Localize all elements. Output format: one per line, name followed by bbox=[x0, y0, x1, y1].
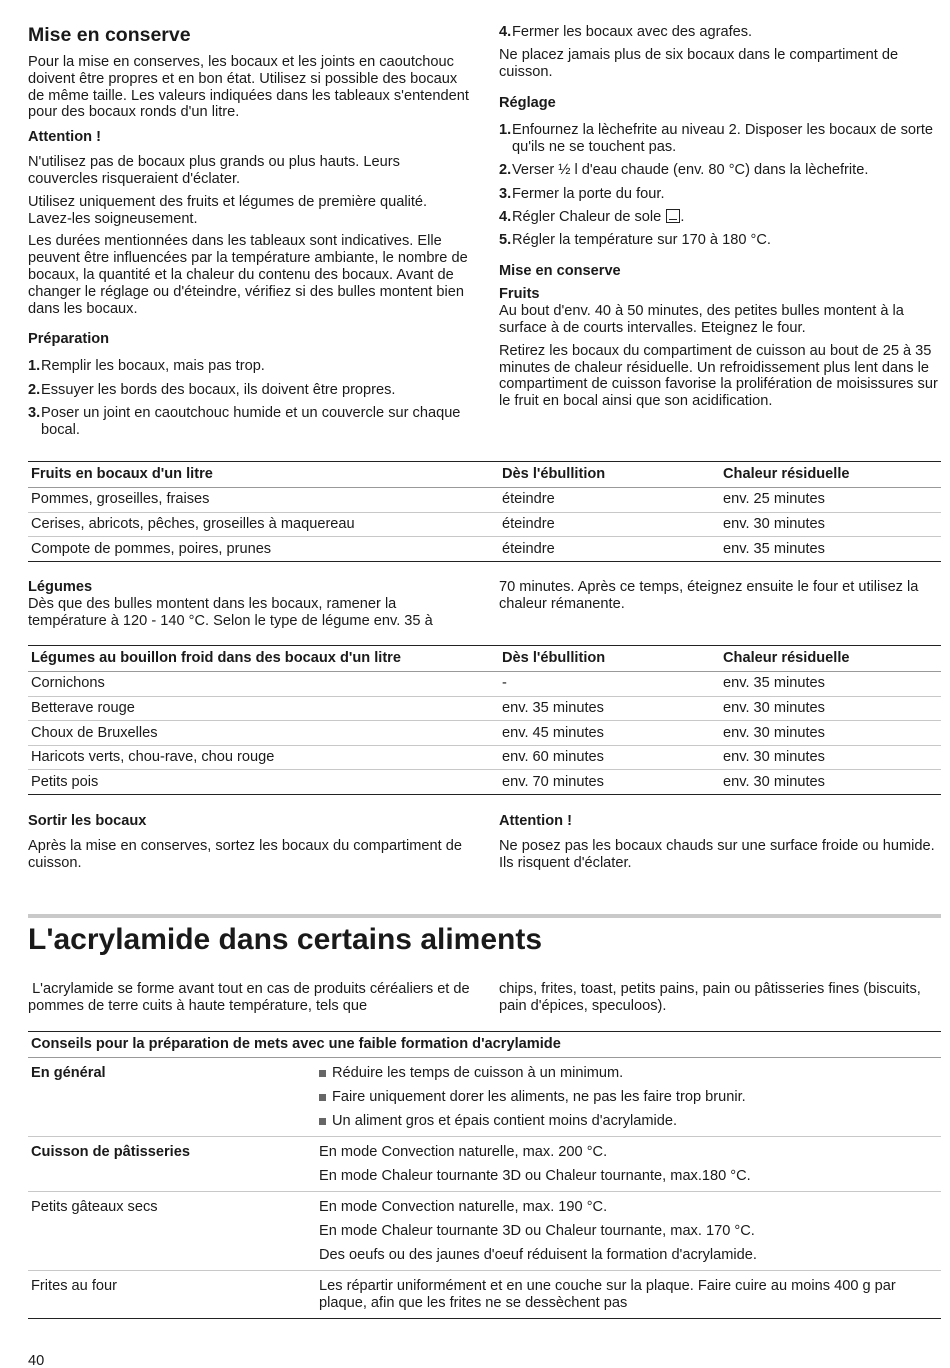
list-item bbox=[319, 1085, 938, 1109]
preparation-heading: Préparation bbox=[28, 331, 110, 348]
table-cell: env. 35 minutes bbox=[499, 696, 720, 721]
acrylamide-title: L'acrylamide dans certains aliments bbox=[28, 923, 543, 956]
table-row bbox=[28, 537, 941, 562]
table-header-cell: Chaleur résiduelle bbox=[720, 646, 941, 672]
durations-paragraph: Les durées mentionnées dans les tableaux sont indicatives. Elle peuvent être influencées par la température ambiante, le nombre de bocaux, la quantité et la chaleur du contenu des bocaux. Avant de changer le réglage ou d'éteindre, vérifiez si des bulles montent bien dans les bocaux. bbox=[28, 233, 468, 317]
step-number: 5. bbox=[499, 232, 512, 249]
acrylamide-intro-right: chips, frites, toast, petits pains, pain ou pâtisseries fines (biscuits, pain d'épices, speculoos). bbox=[499, 981, 921, 1014]
table-cell: env. 35 minutes bbox=[720, 537, 941, 562]
attention-heading: Attention ! bbox=[28, 129, 101, 146]
prep-step bbox=[28, 358, 473, 375]
left-column bbox=[28, 24, 473, 445]
table-row bbox=[28, 512, 941, 537]
step-number: 3. bbox=[28, 405, 41, 422]
attention-text: N'utilisez pas de bocaux plus grands ou plus hauts. Leurs couvercles risqueraient d'éclater. bbox=[28, 154, 400, 187]
settings-heading: Réglage bbox=[499, 94, 556, 111]
canning-subheading: Mise en conserve bbox=[499, 263, 621, 280]
vegetables-left bbox=[28, 579, 473, 636]
table-cell: Petits pois bbox=[28, 770, 499, 795]
row-content bbox=[316, 1192, 941, 1271]
row-label: Frites au four bbox=[28, 1271, 316, 1319]
table-cell: Pommes, groseilles, fraises bbox=[28, 488, 499, 513]
step-number: 1. bbox=[28, 358, 41, 375]
vegetables-paragraph-left: Dès que des bulles montent dans les bocaux, ramener la température à 120 - 140 °C. Selon le type de légume env. 35 à bbox=[28, 596, 433, 629]
max-jars-note: Ne placez jamais plus de six bocaux dans le compartiment de cuisson. bbox=[499, 47, 899, 81]
table-cell: éteindre bbox=[499, 488, 720, 513]
preparation-steps bbox=[28, 358, 473, 438]
row-label-text: Cuisson de pâtisseries bbox=[31, 1143, 190, 1160]
right-column bbox=[499, 24, 941, 416]
table-row bbox=[28, 1271, 941, 1319]
row-label bbox=[28, 1137, 316, 1192]
section-title-canning: Mise en conserve bbox=[28, 24, 191, 46]
attention-heading-2: Attention ! bbox=[499, 813, 572, 829]
table-cell: env. 70 minutes bbox=[499, 770, 720, 795]
page-number: 40 bbox=[28, 1353, 45, 1368]
fruits-heading: Fruits bbox=[499, 286, 540, 303]
settings-step bbox=[499, 122, 941, 156]
table-cell: Haricots verts, chou-rave, chou rouge bbox=[28, 745, 499, 770]
row-content bbox=[316, 1137, 941, 1192]
step-text: Fermer la porte du four. bbox=[512, 185, 665, 202]
table-cell: Cornichons bbox=[28, 672, 499, 697]
step-text: Verser ½ l d'eau chaude (env. 80 °C) dans la lèchefrite. bbox=[512, 162, 869, 179]
list-item-text: Réduire les temps de cuisson à un minimum. bbox=[332, 1064, 624, 1081]
list-item: En mode Chaleur tournante 3D ou Chaleur tournante, max. 170 °C. bbox=[319, 1222, 755, 1239]
table-cell: env. 25 minutes bbox=[720, 488, 941, 513]
fruit-table bbox=[28, 461, 941, 562]
prep-step bbox=[28, 382, 473, 399]
step-number: 1. bbox=[499, 121, 512, 138]
table-row bbox=[28, 672, 941, 697]
table-row bbox=[28, 488, 941, 513]
settings-step bbox=[499, 186, 941, 203]
vegetables-right bbox=[499, 579, 941, 619]
table-header-row bbox=[28, 1032, 941, 1058]
step-number: 2. bbox=[28, 381, 41, 398]
table-cell: env. 30 minutes bbox=[720, 745, 941, 770]
table-header-cell: Conseils pour la préparation de mets avec une faible formation d'acrylamide bbox=[28, 1032, 941, 1058]
list-item: En mode Chaleur tournante 3D ou Chaleur tournante, max.180 °C. bbox=[319, 1167, 751, 1184]
step-text-after: . bbox=[680, 208, 685, 225]
step-number: 4. bbox=[499, 24, 512, 40]
step-number: 2. bbox=[499, 162, 512, 179]
list-item: En mode Convection naturelle, max. 190 °C. bbox=[319, 1198, 608, 1215]
table-header-cell: Chaleur résiduelle bbox=[720, 462, 941, 488]
row-content bbox=[316, 1058, 941, 1137]
table-header-row bbox=[28, 646, 941, 672]
step-text: Essuyer les bords des bocaux, ils doivent être propres. bbox=[41, 381, 396, 398]
row-label bbox=[28, 1058, 316, 1137]
step-text: Régler la température sur 170 à 180 °C. bbox=[512, 232, 771, 249]
prep-step bbox=[28, 405, 473, 439]
row-label bbox=[28, 1192, 316, 1271]
settings-step bbox=[499, 162, 941, 179]
step-text: Fermer les bocaux avec des agrafes. bbox=[512, 24, 753, 40]
list-item-text: Un aliment gros et épais contient moins d'acrylamide. bbox=[332, 1112, 678, 1129]
canning-intro: Pour la mise en conserves, les bocaux et les joints en caoutchouc doivent être propres et en bon état. Utilisez si possible des bocaux de même taille. Les valeurs indiquées dans les tableaux s'entendent pour des bocaux ronds d'un litre. bbox=[28, 54, 469, 121]
acrylamide-table bbox=[28, 1031, 941, 1319]
settings-step bbox=[499, 232, 941, 249]
attention-text-2: Ne posez pas les bocaux chauds sur une surface froide ou humide. Ils risquent d'éclater. bbox=[499, 838, 935, 871]
list-item-text: Faire uniquement dorer les aliments, ne pas les faire trop brunir. bbox=[332, 1088, 746, 1105]
list-item bbox=[319, 1109, 938, 1133]
quality-paragraph: Utilisez uniquement des fruits et légumes de première qualité. Lavez-les soigneusement. bbox=[28, 193, 428, 227]
table-row bbox=[28, 1192, 941, 1271]
settings-step bbox=[499, 209, 941, 226]
step-text: Enfournez la lèchefrite au niveau 2. Disposer les bocaux de sorte qu'ils ne se touchent pas. bbox=[512, 121, 934, 155]
table-cell: env. 45 minutes bbox=[499, 721, 720, 746]
fruits-paragraph-1: Au bout d'env. 40 à 50 minutes, des petites bulles montent à la surface à de courts intervalles. Eteignez le four. bbox=[499, 303, 904, 336]
vegetable-table bbox=[28, 645, 941, 795]
list-item: En mode Convection naturelle, max. 200 °C. bbox=[319, 1143, 608, 1160]
table-cell: Betterave rouge bbox=[28, 696, 499, 721]
remove-jars-heading: Sortir les bocaux bbox=[28, 813, 147, 829]
list-item bbox=[319, 1061, 938, 1085]
table-row bbox=[28, 745, 941, 770]
table-header-cell: Fruits en bocaux d'un litre bbox=[28, 462, 499, 488]
table-cell: Cerises, abricots, pêches, groseilles à maquereau bbox=[28, 512, 499, 537]
settings-steps bbox=[499, 122, 941, 249]
row-label-text: Petits gâteaux secs bbox=[31, 1198, 158, 1215]
table-header-cell: Dès l'ébullition bbox=[499, 646, 720, 672]
preparation-steps-continued bbox=[499, 24, 941, 41]
table-row bbox=[28, 770, 941, 795]
table-cell: éteindre bbox=[499, 537, 720, 562]
table-header-row bbox=[28, 462, 941, 488]
table-cell: - bbox=[499, 672, 720, 697]
table-cell: env. 30 minutes bbox=[720, 696, 941, 721]
table-cell: env. 30 minutes bbox=[720, 770, 941, 795]
step-text: Remplir les bocaux, mais pas trop. bbox=[41, 358, 265, 375]
remove-jars-text: Après la mise en conserves, sortez les bocaux du compartiment de cuisson. bbox=[28, 838, 462, 871]
table-header-cell: Dès l'ébullition bbox=[499, 462, 720, 488]
step-text: Poser un joint en caoutchouc humide et un couvercle sur chaque bocal. bbox=[41, 405, 461, 438]
table-cell: env. 30 minutes bbox=[720, 721, 941, 746]
fruits-paragraph-2: Retirez les bocaux du compartiment de cuisson au bout de 25 à 35 minutes de chaleur résiduelle. Un refroidissement plus lent dans le compartiment de cuisson favorise la prolifération de moisissures sur le fruit en bocal ainsi que son acidification. bbox=[499, 342, 938, 410]
row-label-text: En général bbox=[31, 1064, 106, 1081]
table-cell: éteindre bbox=[499, 512, 720, 537]
section-divider bbox=[28, 914, 941, 918]
table-cell: Compote de pommes, poires, prunes bbox=[28, 537, 499, 562]
table-row bbox=[28, 721, 941, 746]
step-text: Régler Chaleur de sole bbox=[512, 208, 662, 225]
table-row bbox=[28, 696, 941, 721]
table-row bbox=[28, 1137, 941, 1192]
list-item: Des oeufs ou des jaunes d'oeuf réduisent la formation d'acrylamide. bbox=[319, 1246, 757, 1263]
acrylamide-intro-left: L'acrylamide se forme avant tout en cas de produits céréaliers et de pommes de terre cuits à haute température, tels que bbox=[28, 981, 474, 1014]
remove-jars-block bbox=[28, 813, 473, 878]
step-number: 3. bbox=[499, 185, 512, 202]
attention-block-2 bbox=[499, 813, 941, 878]
table-cell: env. 30 minutes bbox=[720, 512, 941, 537]
prep-step bbox=[499, 24, 941, 41]
vegetables-paragraph-right: 70 minutes. Après ce temps, éteignez ensuite le four et utilisez la chaleur rémanente. bbox=[499, 579, 919, 612]
table-cell: env. 35 minutes bbox=[720, 672, 941, 697]
table-cell: Choux de Bruxelles bbox=[28, 721, 499, 746]
vegetables-heading: Légumes bbox=[28, 579, 93, 595]
table-row bbox=[28, 1058, 941, 1137]
table-cell: env. 60 minutes bbox=[499, 745, 720, 770]
table-header-cell: Légumes au bouillon froid dans des bocaux d'un litre bbox=[28, 646, 499, 672]
row-content: Les répartir uniformément et en une couche sur la plaque. Faire cuire au moins 400 g par plaque, afin que les frites ne se dessèchent pas bbox=[316, 1271, 941, 1319]
bottom-heat-icon bbox=[666, 209, 680, 223]
step-number: 4. bbox=[499, 208, 512, 225]
